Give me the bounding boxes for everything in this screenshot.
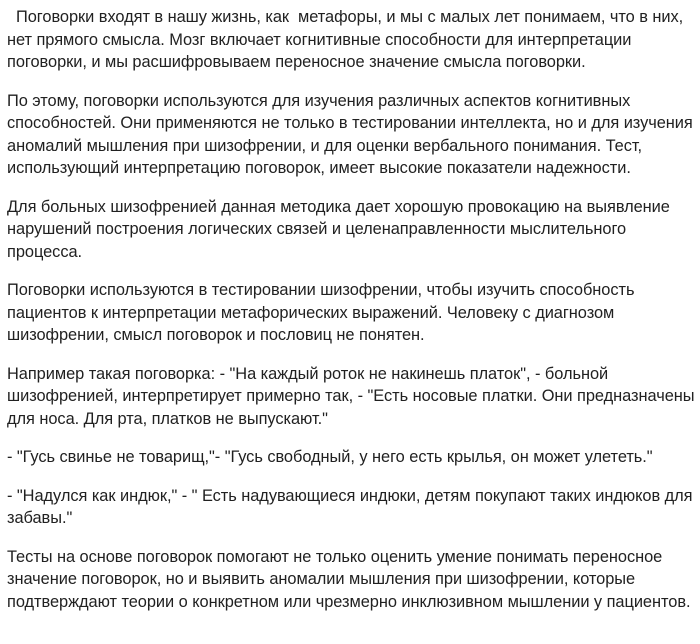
article-body xyxy=(7,6,700,613)
paragraph-example-indyuk: - "Надулся как индюк," - " Есть надувающиеся индюки, детям покупают таких индюков для забавы." xyxy=(7,486,698,527)
paragraph-example-gus: - "Гусь свинье не товарищ,"- "Гусь свободный, у него есть крылья, он может улететь." xyxy=(7,448,653,466)
paragraph-schizophrenia-method: Для больных шизофренией данная методика дает хорошую провокацию на выявление нарушений построения логических связей и целенаправленности мыслительного процесса. xyxy=(7,197,675,261)
paragraph-intro: Поговорки входят в нашу жизнь, как метафоры, и мы с малых лет понимаем, что в них, нет прямого смысла. Мозг включает когнитивные способности для интерпретации поговорки, и мы расшифровываем переносное значение смысла поговорки. xyxy=(7,8,688,71)
paragraph-cognitive-aspects: По этому, поговорки используются для изучения различных аспектов когнитивных способностей. Они применяются не только в тестировании интеллекта, но и для изучения аномалий мышления при шизофрении, и для оценки вербального понимания. Тест, использующий интерпретацию поговорок, имеет высокие показатели надежности. xyxy=(7,91,698,177)
paragraph-example-rotok: Например такая поговорка: - "На каждый роток не накинешь платок", - больной шизофренией, интерпретирует примерно так, - "Есть носовые платки. Они предназначены для носа. Для рта, платков не выпускают." xyxy=(7,364,700,428)
paragraph-testing: Поговорки используются в тестировании шизофрении, чтобы изучить способность пациентов к интерпретации метафорических выражений. Человеку с диагнозом шизофрении, смысл поговорок и пословиц не понятен. xyxy=(7,281,639,344)
paragraph-conclusion: Тесты на основе поговорок помогают не только оценить умение понимать переносное значение поговорок, но и выявить аномалии мышления при шизофрении, которые подтверждают теории о конкретном или чрезмерно инклюзивном мышлении у пациентов. xyxy=(7,547,691,611)
